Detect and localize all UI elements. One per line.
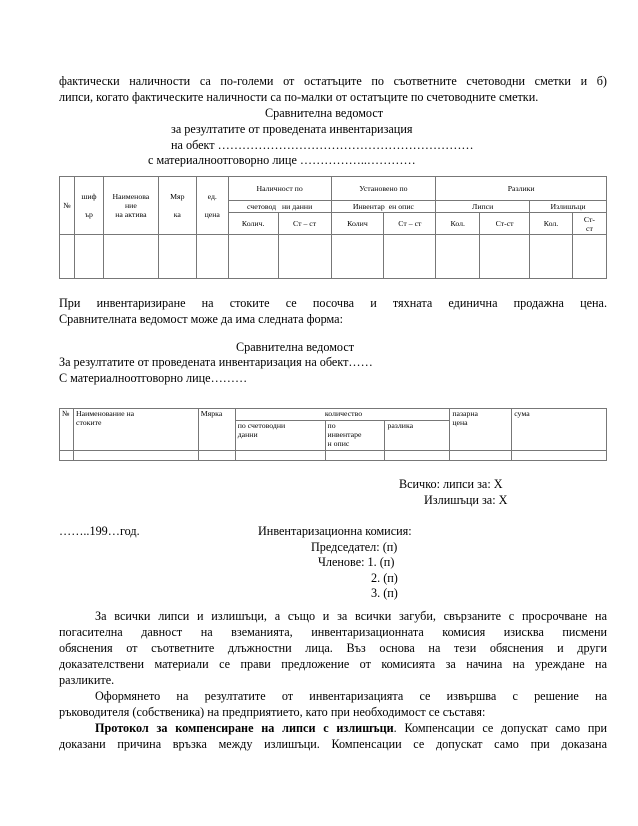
commission-member-2: 2. (п) [371,571,398,585]
commission-title: Инвентаризационна комисия: [258,524,412,538]
protocol-heading: Протокол за компенсиране на липси с излишъци [95,721,394,735]
body-line-8: Протокол за компенсиране на липси с излишъци. Компенсации се допускат само при [95,721,607,735]
intro-line-1: фактически наличности са по-големи от остатъците по съответните счетоводни сметки и б) [59,74,607,88]
statement-2-title: Сравнителна ведомост [236,340,355,354]
col-qty-inventory: Колич [331,213,384,235]
col-header-market-price: пазарна цена [450,409,512,451]
col-subheader-inventory-list: Инвентар ен опис [331,201,436,213]
statement-1-title: Сравнителна ведомост [265,106,384,120]
totals-line-2: Излишъци за: Х [424,493,508,507]
col-value-book: Ст – ст [278,213,331,235]
col-header-code: шиф ър [74,177,103,235]
col-header-book-availability: Наличност по [228,177,331,201]
col-header-unit: Мяр ка [158,177,196,235]
body-line-6: Оформянето на резултатите от инвентаризацията се извършва с решение на [95,689,607,703]
body-line-7: ръководителя (собственика) на предприятието, като при необходимост се съставя: [59,705,486,719]
body-line-9: доказани причина връзка между излишъци. Компенсации се допускат само при доказана [59,737,607,751]
col-qty-shortage: Кол. [436,213,480,235]
statement-2-line-2: С материалноотговорно лице……… [59,371,248,385]
col-value-surplus: Ст- ст [572,213,606,235]
col-subheader-book-data: по счетоводни данни [235,421,325,451]
col-header-asset-name: Наименова ние на актива [103,177,158,235]
para-line-1: При инвентаризиране на стоките се посочва и тяхната единична продажна цена. [59,296,607,310]
col-header-unit-price: ед. цена [196,177,228,235]
para-line-2: Сравнителната ведомост може да има следната форма: [59,312,343,326]
col-header-unit: Мярка [198,409,235,451]
col-subheader-inventory-list: по инвентаре н опис [325,421,385,451]
intro-line-2: липси, когато фактическите наличности са по-малки от остатъците по счетоводните сметки. [59,90,539,104]
col-value-shortage: Ст-ст [480,213,530,235]
table-row [60,235,607,279]
col-header-number: № [60,177,75,235]
col-header-number: № [60,409,74,451]
col-header-quantity: количество [235,409,450,421]
commission-chair: Председател: (п) [311,540,398,554]
col-header-established: Установено по [331,177,436,201]
col-header-amount: сума [512,409,607,451]
table-row [60,451,607,461]
col-qty-book: Колич. [228,213,278,235]
col-value-inventory: Ст – ст [384,213,436,235]
body-line-1: За всички липси и излишъци, а също и за всички загуби, свързаните с просрочване на [95,609,607,623]
col-subheader-book-data: счетовод ни данни [228,201,331,213]
body-line-2: погасителна давност на вземанията, инвентаризационната комисия изисква писмени [59,625,607,639]
commission-member-3: 3. (п) [371,586,398,600]
col-subheader-surpluses: Излишъци [530,201,607,213]
comparison-table-1 [59,176,607,279]
col-qty-surplus: Кол. [530,213,573,235]
col-subheader-difference: разлика [385,421,450,451]
totals-line-1: Всичко: липси за: Х [399,477,503,491]
statement-1-line-1: за резултатите от проведената инвентаризация [171,122,413,136]
date-line: ……..199…год. [59,524,140,538]
body-line-4: доказателствени материали се прави предложение от комисията за начина на уреждане на [59,657,607,671]
body-line-3: обяснения от съответните длъжностни лица. Въз основа на тези обяснения и други [59,641,607,655]
comparison-table-2 [59,408,607,461]
col-header-goods-name: Наименование на стоките [73,409,198,451]
statement-1-line-2: на обект ……………………………………………………… [171,138,474,152]
col-subheader-shortages: Липси [436,201,530,213]
col-header-differences: Разлики [436,177,607,201]
body-line-5: разликите. [59,673,115,687]
commission-members: Членове: 1. (п) [318,555,395,569]
statement-1-line-3: с материалноотговорно лице ……………..………… [148,153,416,167]
statement-2-line-1: За резултатите от проведената инвентаризация на обект…… [59,355,373,369]
